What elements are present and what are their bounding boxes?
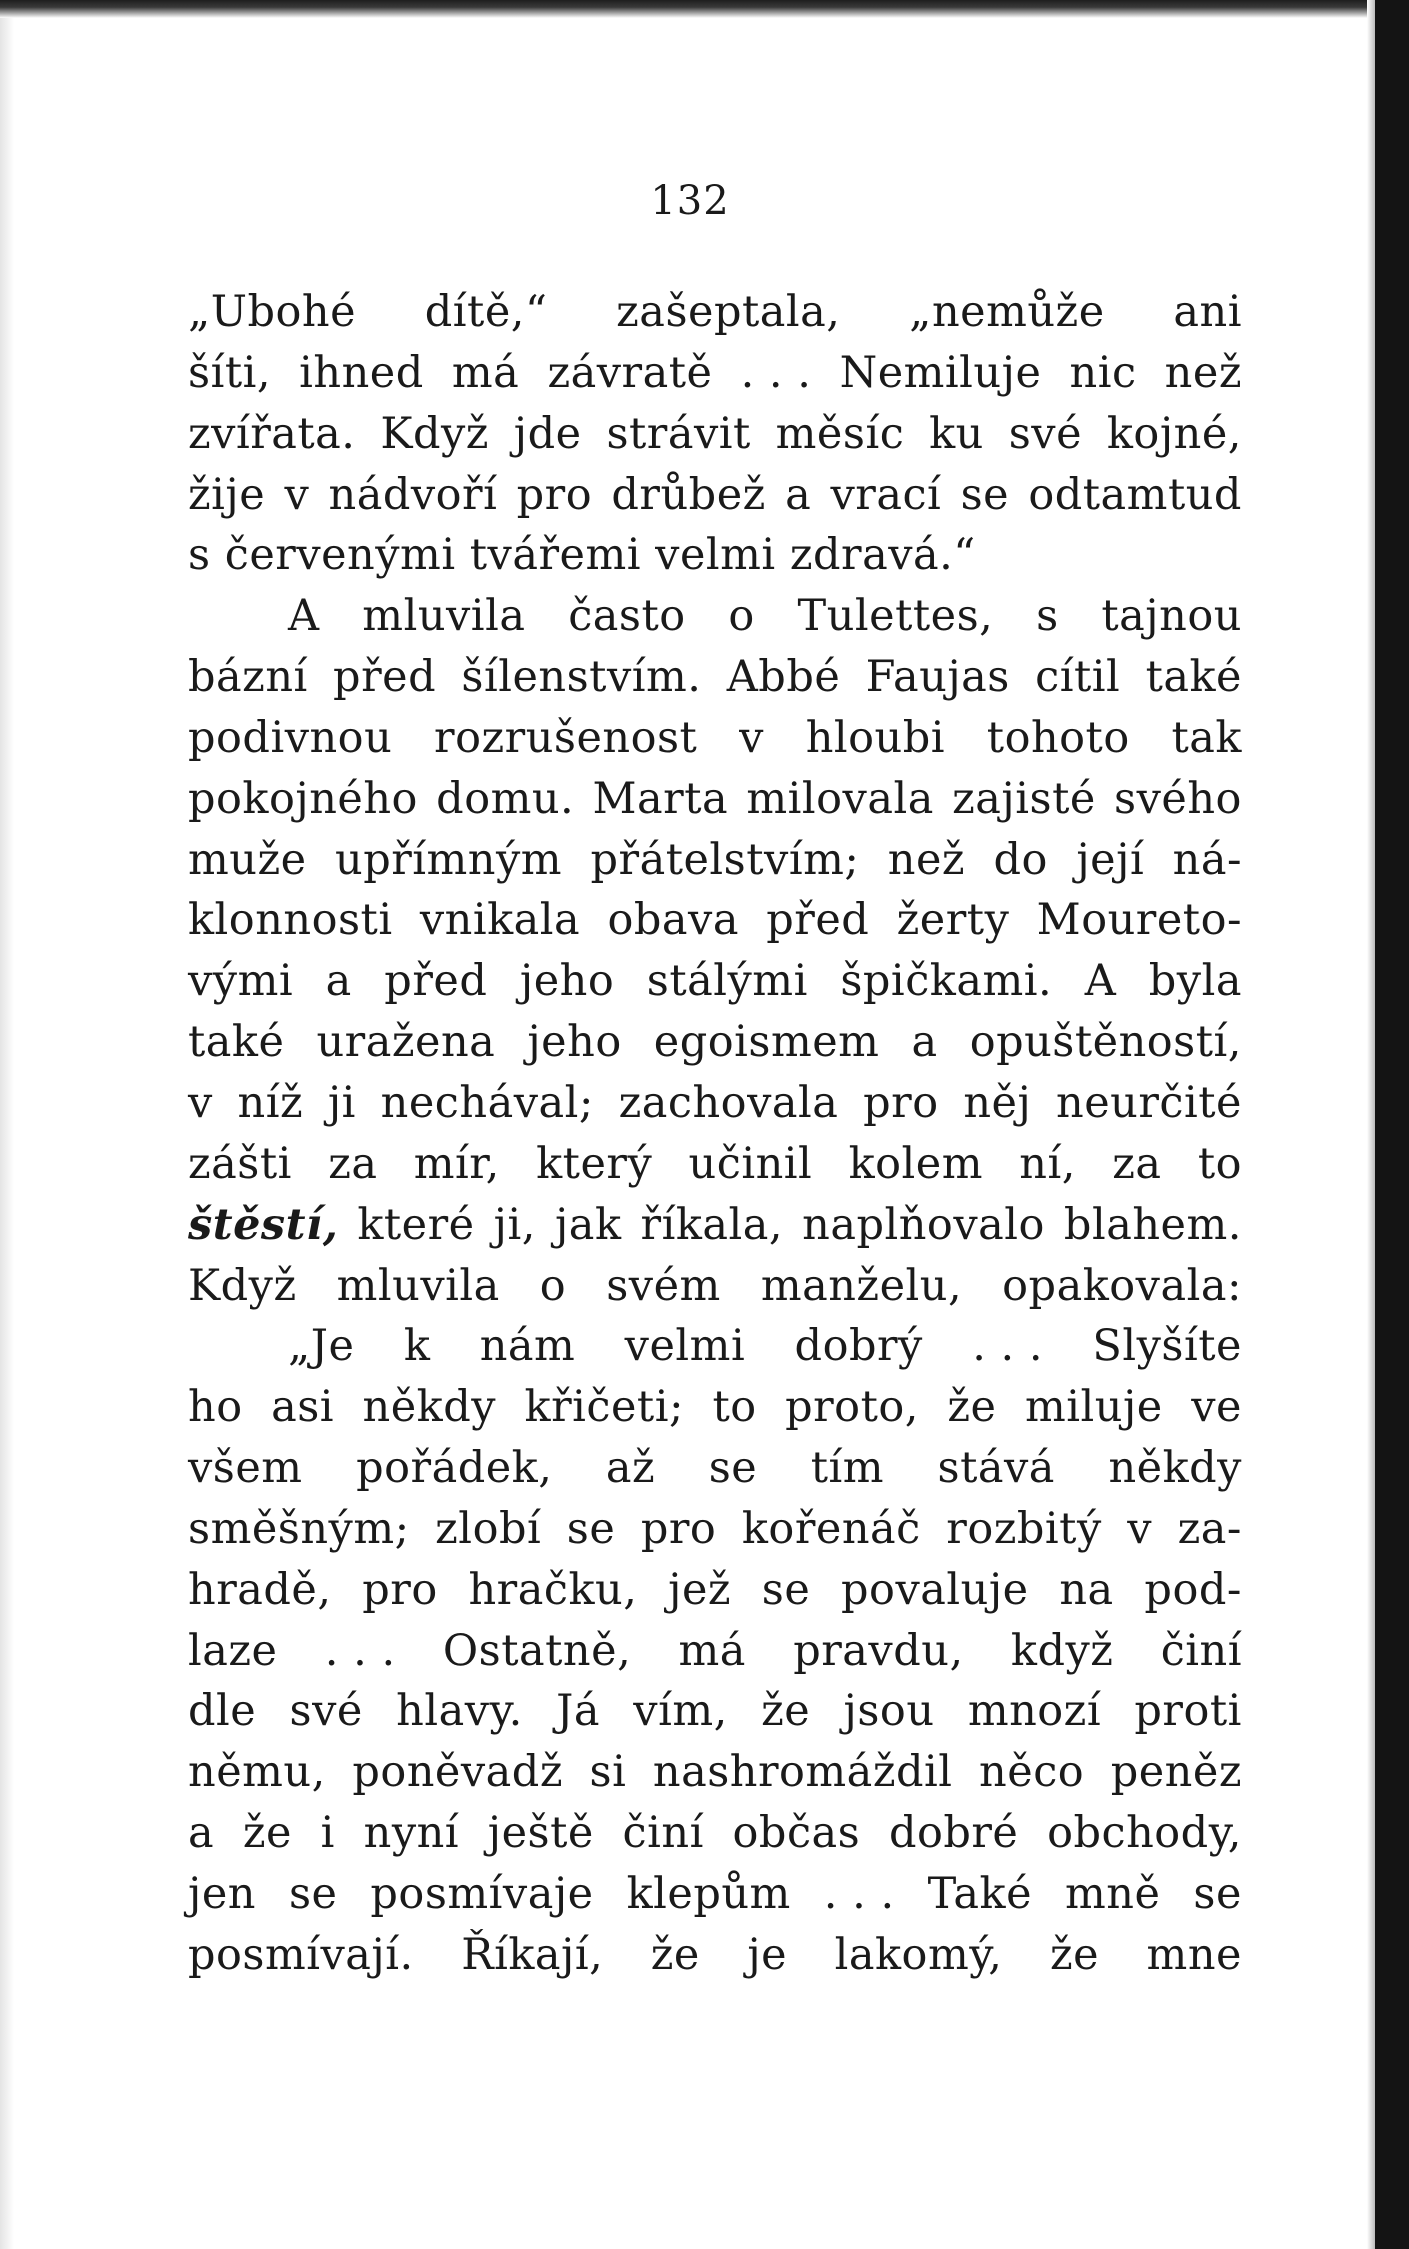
word: . . . xyxy=(740,347,812,398)
word: i xyxy=(320,1808,335,1859)
word: dítě,“ xyxy=(424,287,548,337)
word: byla xyxy=(1148,956,1242,1007)
word: ji xyxy=(327,1077,356,1128)
text-line xyxy=(188,1681,1242,1742)
word: učinil xyxy=(688,1138,813,1189)
word: že xyxy=(1049,1929,1100,1980)
word: poněvadž xyxy=(352,1747,563,1798)
text-line xyxy=(188,1499,1242,1560)
word: mluvila xyxy=(362,591,526,642)
word: klepům xyxy=(626,1868,791,1919)
word: Tulettes, xyxy=(797,591,994,642)
word: nashromáždil xyxy=(652,1747,953,1798)
word: má xyxy=(678,1625,746,1676)
word: „Ubohé xyxy=(188,287,357,337)
word: stává xyxy=(937,1443,1055,1494)
word: pro xyxy=(863,1077,939,1128)
text-line xyxy=(188,951,1242,1012)
word: hradě, xyxy=(188,1564,332,1615)
word: ní, xyxy=(1019,1138,1076,1189)
text-line xyxy=(188,1925,1242,1986)
word: v xyxy=(188,1077,213,1128)
word: zášti xyxy=(188,1138,292,1189)
word: vnikala xyxy=(419,895,581,946)
word: které xyxy=(357,1199,475,1250)
word: miluje xyxy=(1024,1382,1163,1433)
word: nám xyxy=(479,1321,576,1372)
word: činí xyxy=(1160,1625,1242,1676)
word: směšným; xyxy=(188,1503,410,1554)
word: to xyxy=(712,1382,757,1433)
word: před xyxy=(333,652,437,703)
word: Marta xyxy=(592,773,729,824)
word: Ostatně, xyxy=(442,1625,632,1676)
word: s červenými tvářemi velmi zdravá.“ xyxy=(188,530,976,581)
word: Slyšíte xyxy=(1092,1321,1242,1372)
word: také xyxy=(1145,652,1242,703)
word: její xyxy=(1076,834,1145,885)
text-line xyxy=(188,525,1242,586)
text-line xyxy=(188,586,1242,647)
word: žerty xyxy=(896,895,1010,946)
text-line xyxy=(188,404,1242,465)
word: milovala xyxy=(746,773,934,824)
word: podivnou xyxy=(188,712,393,763)
word: tak xyxy=(1171,712,1242,763)
word: svém xyxy=(606,1260,721,1311)
word: šíti, xyxy=(188,347,272,398)
word: ku xyxy=(929,408,984,459)
word: blahem. xyxy=(1063,1199,1242,1250)
body-text xyxy=(188,282,1242,1986)
word: opuštěností, xyxy=(969,1017,1242,1068)
word: svého xyxy=(1114,773,1242,824)
word: který xyxy=(536,1138,653,1189)
word: než xyxy=(1164,347,1242,398)
text-line xyxy=(188,1438,1242,1499)
word: za xyxy=(1112,1138,1162,1189)
word: že xyxy=(242,1808,292,1859)
word: jeho xyxy=(527,1017,622,1068)
word: naplňovalo xyxy=(802,1199,1045,1250)
word: jak xyxy=(554,1199,622,1250)
word: v xyxy=(284,469,310,520)
word: opakovala: xyxy=(1002,1260,1242,1311)
word: na xyxy=(1059,1564,1114,1615)
word: ihned xyxy=(299,347,424,398)
word: někdy xyxy=(362,1382,497,1433)
text-line xyxy=(188,282,1242,343)
word: hračku, xyxy=(468,1564,638,1615)
word: závratě xyxy=(547,347,713,398)
word: nádvoří xyxy=(328,469,498,520)
word: laze xyxy=(188,1625,278,1676)
word: a xyxy=(785,469,812,520)
word: že xyxy=(761,1686,811,1737)
word: posmívají. xyxy=(188,1929,414,1980)
word: své xyxy=(289,1686,363,1737)
word: hlavy. xyxy=(396,1686,523,1737)
word: špičkami. xyxy=(840,956,1053,1007)
word: kořenáč xyxy=(741,1503,921,1554)
word: občas xyxy=(732,1808,861,1859)
word: dobré xyxy=(888,1808,1019,1859)
word: manželu, xyxy=(760,1260,963,1311)
word: s xyxy=(1036,591,1059,642)
word: „nemůže xyxy=(909,287,1105,337)
text-line xyxy=(188,890,1242,951)
word: také xyxy=(188,1017,285,1068)
word: jež xyxy=(668,1564,732,1615)
word: pro xyxy=(640,1503,717,1554)
word: posmívaje xyxy=(370,1868,594,1919)
text-line xyxy=(188,708,1242,769)
word: štěstí, xyxy=(188,1199,339,1250)
word: muže xyxy=(188,834,307,885)
word: „Je xyxy=(288,1321,355,1372)
word: za- xyxy=(1177,1503,1242,1554)
word: a xyxy=(911,1017,938,1068)
word: hloubi xyxy=(805,712,946,763)
word: velmi xyxy=(624,1321,746,1372)
word: v xyxy=(1127,1503,1153,1554)
word: Když xyxy=(380,408,489,459)
word: křičeti; xyxy=(524,1382,684,1433)
word: ani xyxy=(1173,287,1242,337)
word: ve xyxy=(1191,1382,1242,1433)
word: zvířata. xyxy=(188,408,356,459)
word: často xyxy=(568,591,686,642)
word: vrací xyxy=(830,469,942,520)
word: rozrušenost xyxy=(434,712,698,763)
word: cítil xyxy=(1035,652,1121,703)
word: mnozí xyxy=(967,1686,1102,1737)
word: jsou xyxy=(843,1686,935,1737)
text-line xyxy=(188,1377,1242,1438)
word: než xyxy=(887,834,966,885)
text-line xyxy=(188,647,1242,708)
word: je xyxy=(747,1929,788,1980)
text-line xyxy=(188,1195,1242,1256)
word: obchody, xyxy=(1047,1808,1242,1859)
word: . . . xyxy=(324,1625,396,1676)
word: pokojného xyxy=(188,773,418,824)
word: pořádek, xyxy=(356,1443,553,1494)
word: má xyxy=(451,347,520,398)
word: lakomý, xyxy=(834,1929,1003,1980)
word: se xyxy=(708,1443,758,1494)
word: přátelstvím; xyxy=(590,834,860,885)
word: rozbitý xyxy=(946,1503,1102,1554)
word: za xyxy=(328,1138,378,1189)
word: že xyxy=(947,1382,997,1433)
word: před xyxy=(384,956,488,1007)
word: němu, xyxy=(188,1747,326,1798)
word: nic xyxy=(1069,347,1137,398)
word: kojné, xyxy=(1106,408,1242,459)
word: když xyxy=(1010,1625,1114,1676)
word: . . . xyxy=(823,1868,895,1919)
text-line xyxy=(188,830,1242,891)
word: před xyxy=(766,895,870,946)
word: pro xyxy=(516,469,593,520)
word: jeho xyxy=(519,956,615,1007)
word: ho xyxy=(188,1382,243,1433)
word: asi xyxy=(271,1382,335,1433)
word: říkala, xyxy=(640,1199,784,1250)
word: nyní xyxy=(363,1808,460,1859)
word: Faujas xyxy=(865,652,1010,703)
word: proto, xyxy=(785,1382,919,1433)
page-number: 132 xyxy=(650,178,730,224)
scan-right-gutter xyxy=(1367,0,1375,2249)
word: bázní xyxy=(188,652,308,703)
word: Když xyxy=(188,1260,297,1311)
word: mír, xyxy=(413,1138,500,1189)
word: tohoto xyxy=(986,712,1130,763)
word: domu. xyxy=(436,773,575,824)
scan-top-edge xyxy=(0,0,1409,18)
text-line xyxy=(188,1621,1242,1682)
word: níž xyxy=(237,1077,304,1128)
word: všem xyxy=(188,1443,303,1494)
word: o xyxy=(728,591,755,642)
word: stálými xyxy=(646,956,808,1007)
word: o xyxy=(539,1260,567,1311)
word: Také xyxy=(927,1868,1033,1919)
word: činí xyxy=(622,1808,704,1859)
word: to xyxy=(1197,1138,1242,1189)
text-line xyxy=(188,1803,1242,1864)
word: nechával; xyxy=(380,1077,594,1128)
word: proti xyxy=(1134,1686,1242,1737)
text-line xyxy=(188,1256,1242,1317)
word: k xyxy=(403,1321,431,1372)
word: mně xyxy=(1065,1868,1161,1919)
word: se xyxy=(761,1564,811,1615)
word: se xyxy=(1193,1868,1242,1919)
word: žije xyxy=(188,469,266,520)
word: Nemiluje xyxy=(839,347,1042,398)
word: šílenstvím. xyxy=(461,652,702,703)
word: se xyxy=(960,469,1010,520)
word: až xyxy=(605,1443,656,1494)
text-line xyxy=(188,1134,1242,1195)
word: v xyxy=(739,712,764,763)
word: že xyxy=(650,1929,700,1980)
word: své xyxy=(1008,408,1083,459)
word: drůbež xyxy=(611,469,766,520)
word: pravdu, xyxy=(793,1625,964,1676)
word: něj xyxy=(963,1077,1032,1128)
word: si xyxy=(589,1747,627,1798)
word: ná- xyxy=(1172,834,1242,885)
text-line xyxy=(188,1864,1242,1925)
word: ji, xyxy=(493,1199,536,1250)
word: něco xyxy=(979,1747,1085,1798)
word: mluvila xyxy=(336,1260,500,1311)
text-line xyxy=(188,1316,1242,1377)
word: vými xyxy=(188,956,294,1007)
word: Říkají, xyxy=(461,1929,604,1980)
page-left-shadow xyxy=(0,0,14,2249)
text-line xyxy=(188,1742,1242,1803)
word: tím xyxy=(810,1443,885,1494)
word: pod- xyxy=(1144,1564,1242,1615)
word: jen xyxy=(188,1868,256,1919)
word: měsíc xyxy=(775,408,905,459)
word: vím, xyxy=(633,1686,728,1737)
text-line xyxy=(188,465,1242,526)
word: zajisté xyxy=(952,773,1096,824)
word: kolem xyxy=(848,1138,983,1189)
word: jde xyxy=(513,408,582,459)
word: egoismem xyxy=(653,1017,880,1068)
word: klonnosti xyxy=(188,895,393,946)
word: obava xyxy=(607,895,739,946)
scan-right-edge xyxy=(1375,0,1409,2249)
word: do xyxy=(993,834,1048,885)
word: Moureto- xyxy=(1036,895,1242,946)
word: Abbé xyxy=(726,652,841,703)
word: Já xyxy=(556,1686,600,1737)
word: někdy xyxy=(1108,1443,1242,1494)
word: upřímným xyxy=(335,834,563,885)
word: uražena xyxy=(316,1017,496,1068)
word: peněz xyxy=(1110,1747,1242,1798)
text-line xyxy=(188,1073,1242,1134)
word: zachovala xyxy=(618,1077,839,1128)
text-line xyxy=(188,1560,1242,1621)
word: zašeptala, xyxy=(616,287,841,337)
word: dobrý xyxy=(794,1321,923,1372)
word: se xyxy=(288,1868,338,1919)
word: se xyxy=(566,1503,616,1554)
text-line xyxy=(188,343,1242,404)
word: povaluje xyxy=(841,1564,1029,1615)
word: . . . xyxy=(972,1321,1044,1372)
word: tajnou xyxy=(1101,591,1242,642)
word: mne xyxy=(1146,1929,1242,1980)
word: a xyxy=(325,956,352,1007)
word: pro xyxy=(362,1564,438,1615)
word: A xyxy=(288,591,320,642)
word: dle xyxy=(188,1686,257,1737)
word: zlobí xyxy=(435,1503,542,1554)
word: ještě xyxy=(487,1808,594,1859)
word: a xyxy=(188,1808,215,1859)
text-line xyxy=(188,1012,1242,1073)
word: odtamtud xyxy=(1028,469,1242,520)
word: neurčité xyxy=(1056,1077,1242,1128)
word: strávit xyxy=(606,408,751,459)
word: A xyxy=(1084,956,1117,1007)
text-line xyxy=(188,769,1242,830)
